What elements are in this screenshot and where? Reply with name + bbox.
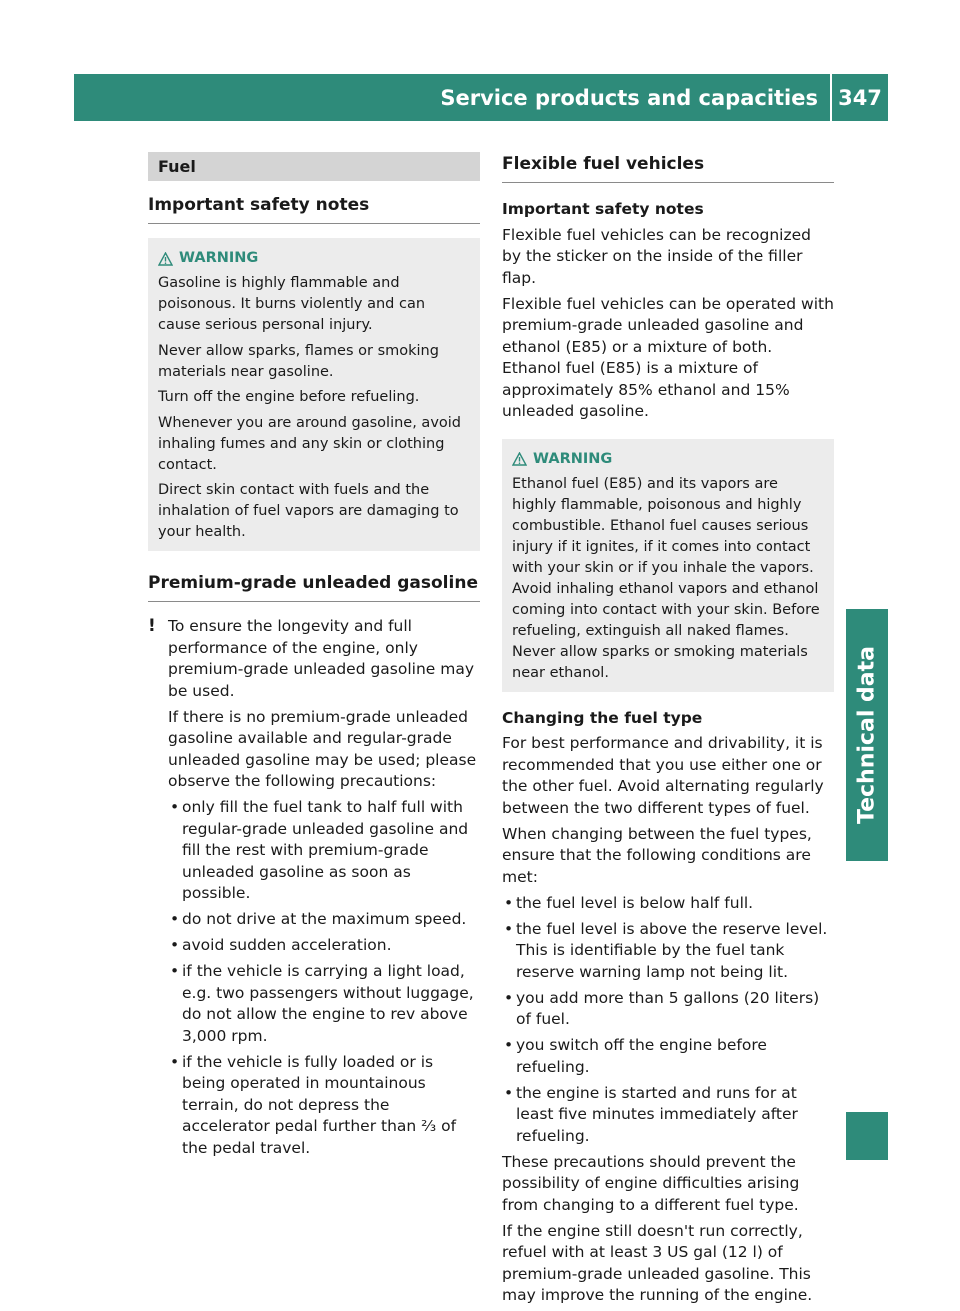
notice-body bbox=[168, 616, 480, 1164]
body-paragraph: If the engine still doesn't run correctly, refuel with at least 3 US gal (12 l) of premium-grade unleaded gasoline. This may improve the running of the engine. bbox=[502, 1221, 813, 1304]
warning-triangle-icon bbox=[158, 252, 173, 266]
warning-paragraph: Turn off the engine before refueling. bbox=[158, 389, 420, 405]
body-paragraph: For best performance and drivability, it is recommended that you use either one or the other fuel. Avoid alternating regularly between the two different types of fuel. bbox=[502, 734, 824, 817]
section-title-premium: Premium-grade unleaded gasoline bbox=[148, 571, 480, 602]
subsection-title-changing: Changing the fuel type bbox=[502, 708, 703, 727]
warning-paragraph: Whenever you are around gasoline, avoid inhaling fumes and any skin or clothing contact. bbox=[158, 414, 462, 473]
section-band-label: Fuel bbox=[158, 157, 196, 176]
page-number: 347 bbox=[838, 85, 882, 110]
section-title-safety: Important safety notes bbox=[148, 193, 480, 224]
warning-box-gasoline bbox=[148, 238, 480, 551]
precautions-list bbox=[168, 797, 480, 1159]
chapter-marker bbox=[846, 1112, 888, 1160]
list-item: • avoid sudden acceleration. bbox=[168, 935, 480, 957]
list-item: • you add more than 5 gallons (20 liters) of fuel. bbox=[502, 988, 834, 1031]
notice-paragraph: If there is no premium-grade unleaded gasoline available and regular-grade unleaded gasoline may be used; please observe the following precautions: bbox=[168, 707, 477, 790]
section-band bbox=[148, 152, 480, 181]
conditions-list bbox=[502, 893, 834, 1148]
chapter-tab-label: Technical data bbox=[854, 646, 880, 824]
list-item: • the fuel level is above the reserve level. This is identifiable by the fuel tank reserve warning lamp not being lit. bbox=[502, 919, 834, 984]
body-paragraph: Flexible fuel vehicles can be recognized by the sticker on the inside of the filler flap. bbox=[502, 225, 811, 287]
list-item: • if the vehicle is fully loaded or is being operated in mountainous terrain, do not depress the accelerator pedal further than ⅔ of the pedal travel. bbox=[168, 1052, 480, 1160]
body-paragraph: When changing between the fuel types, ensure that the following conditions are met: bbox=[502, 824, 812, 886]
warning-paragraph: Ethanol fuel (E85) and its vapors are highly flammable, poisonous and highly combustible. Ethanol fuel causes serious injury if it ignites, if it comes into contact with your skin or if you inhale the vapors. Avoid inhaling ethanol vapors and ethanol coming into contact with your skin. Before refueling, extinguish all naked flames. Never allow sparks or smoking materials near ethanol. bbox=[512, 475, 820, 681]
list-item: • the engine is started and runs for at least five minutes immediately after refueling. bbox=[502, 1083, 834, 1148]
header-title: Service products and capacities bbox=[440, 85, 818, 110]
warning-paragraph: Gasoline is highly flammable and poisonous. It burns violently and can cause serious personal injury. bbox=[158, 275, 426, 333]
list-item: • do not drive at the maximum speed. bbox=[168, 909, 480, 931]
notice-block bbox=[148, 616, 480, 1164]
right-column bbox=[502, 152, 834, 1311]
warning-label: WARNING bbox=[179, 250, 259, 266]
list-item: • you switch off the engine before refueling. bbox=[502, 1035, 834, 1078]
list-item: • if the vehicle is carrying a light load, e.g. two passengers without luggage, do not allow the engine to rev above 3,000 rpm. bbox=[168, 961, 480, 1047]
warning-paragraph: Direct skin contact with fuels and the inhalation of fuel vapors are damaging to your health. bbox=[158, 482, 459, 540]
body-paragraph: Flexible fuel vehicles can be operated with premium-grade unleaded gasoline and ethanol (E85) or a mixture of both. Ethanol fuel (E85) is a mixture of approximately 85% ethanol and 15% unleaded gasoline. bbox=[502, 294, 834, 420]
warning-paragraph: Never allow sparks, flames or smoking materials near gasoline. bbox=[158, 342, 439, 380]
subsection-title-safety: Important safety notes bbox=[502, 200, 704, 218]
warning-header bbox=[158, 248, 472, 269]
section-title-flex-fuel: Flexible fuel vehicles bbox=[502, 152, 834, 183]
body-paragraph: These precautions should prevent the possibility of engine difficulties arising from changing to a different fuel type. bbox=[502, 1152, 800, 1214]
notice-icon: ! bbox=[148, 616, 156, 636]
notice-paragraph: To ensure the longevity and full performance of the engine, only premium-grade unleaded gasoline may be used. bbox=[168, 617, 475, 700]
warning-triangle-icon bbox=[512, 452, 527, 466]
page-header bbox=[74, 74, 888, 121]
warning-label: WARNING bbox=[533, 450, 613, 467]
list-item: • the fuel level is below half full. bbox=[502, 893, 834, 915]
list-item: • only fill the fuel tank to half full with regular-grade unleaded gasoline and fill the rest with premium-grade unleaded gasoline as soon as possible. bbox=[168, 797, 480, 905]
chapter-tab bbox=[846, 609, 888, 861]
warning-header bbox=[512, 449, 826, 470]
warning-box-ethanol bbox=[502, 439, 834, 692]
left-column bbox=[148, 152, 480, 1164]
